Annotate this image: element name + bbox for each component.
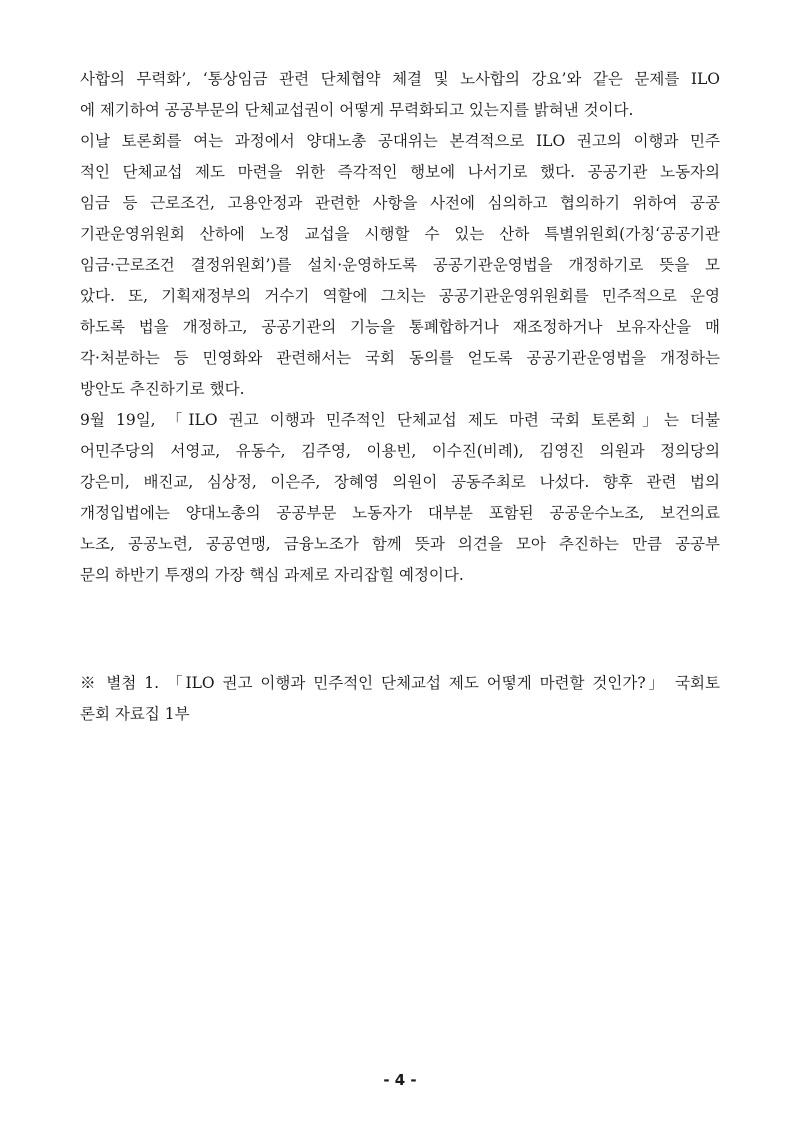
- page-number: - 4 -: [383, 1071, 417, 1089]
- text-line: 임금 등 근로조건, 고용안정과 관련한 사항을 사전에 심의하고 협의하기 위하여 공공: [80, 194, 720, 212]
- text-line: 적인 단체교섭 제도 마련을 위한 즉각적인 행보에 나서기로 했다. 공공기관 노동자의: [80, 163, 720, 181]
- text-line: 기관운영위원회 산하에 노정 교섭을 시행할 수 있는 산하 특별위원회(가칭‘공공기관: [80, 225, 720, 243]
- paragraph-3: [80, 405, 720, 591]
- text-line: 9월 19일, 「ILO 권고 이행과 민주적인 단체교섭 제도 마련 국회 토론회」는 더불: [80, 411, 720, 429]
- text-line: 에 제기하여 공공부문의 단체교섭권이 어떻게 무력화되고 있는지를 밝혀낸 것이다.: [80, 101, 634, 119]
- attachment-note: [80, 668, 720, 730]
- body-text: [80, 64, 720, 591]
- text-line: 았다. 또, 기획재정부의 거수기 역할에 그치는 공공기관운영위원회를 민주적으로 운영: [80, 287, 720, 305]
- text-line: 노조, 공공노련, 공공연맹, 금융노조가 함께 뜻과 의견을 모아 추진하는 만큼 공공부: [80, 535, 720, 553]
- text-line: 개정입법에는 양대노총의 공공부문 노동자가 대부분 포함된 공공운수노조, 보건의료: [80, 504, 720, 522]
- paragraph-2: [80, 126, 720, 405]
- text-line: 임금·근로조건 결정위원회’)를 설치·운영하도록 공공기관운영법을 개정하기로 뜻을 모: [80, 256, 720, 274]
- text-line: 강은미, 배진교, 심상정, 이은주, 장혜영 의원이 공동주최로 나섰다. 향후 관련 법의: [80, 473, 720, 491]
- text-line: 각·처분하는 등 민영화와 관련해서는 국회 동의를 얻도록 공공기관운영법을 개정하는: [80, 349, 720, 367]
- text-line: 론회 자료집 1부: [80, 705, 190, 723]
- text-line: 문의 하반기 투쟁의 가장 핵심 과제로 자리잡힐 예정이다.: [80, 566, 464, 584]
- paragraph-1: [80, 64, 720, 126]
- text-line: 이날 토론회를 여는 과정에서 양대노총 공대위는 본격적으로 ILO 권고의 이행과 민주: [80, 132, 720, 150]
- text-line: 하도록 법을 개정하고, 공공기관의 기능을 통폐합하거나 재조정하거나 보유자산을 매: [80, 318, 720, 336]
- text-line: 사합의 무력화’, ‘통상임금 관련 단체협약 체결 및 노사합의 강요’와 같은 문제를 ILO: [80, 70, 720, 88]
- text-line: 방안도 추진하기로 했다.: [80, 380, 245, 398]
- text-line: 어민주당의 서영교, 유동수, 김주영, 이용빈, 이수진(비례), 김영진 의원과 정의당의: [80, 442, 720, 460]
- text-line: ※ 별첨 1. 「ILO 권고 이행과 민주적인 단체교섭 제도 어떻게 마련할 것인가?」 국회토: [80, 674, 720, 692]
